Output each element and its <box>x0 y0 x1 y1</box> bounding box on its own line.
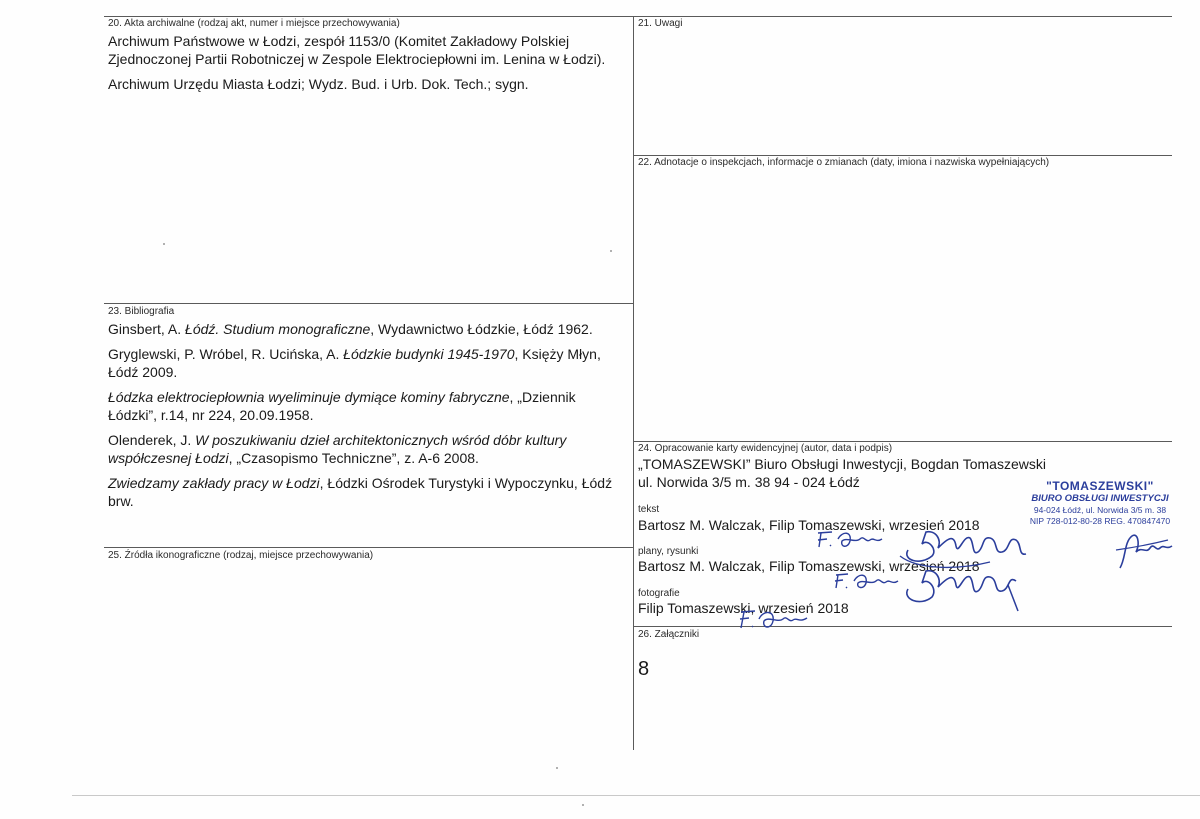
bibliography-publication: , Łódzki Ośrodek Turystyki i Wypoczynku, Łódź brw. <box>108 475 613 509</box>
photo-author: Filip Tomaszewski, wrzesień 2018 <box>638 600 849 616</box>
plans-authors: Bartosz M. Walczak, Filip Tomaszewski, wrzesień 2018 <box>638 558 980 574</box>
stamp-address: 94-024 Łódź, ul. Norwida 3/5 m. 38 <box>1033 505 1167 515</box>
bibliography-title: Łódzkie budynki 1945-1970 <box>343 346 515 362</box>
text-authors: Bartosz M. Walczak, Filip Tomaszewski, wrzesień 2018 <box>638 517 980 533</box>
section-20-content <box>108 32 608 100</box>
top-border <box>104 16 1172 17</box>
bibliography-author: Gryglewski, P. Wróbel, R. Ucińska, A. <box>108 346 344 362</box>
photo-label: fotografie <box>638 588 680 599</box>
company-stamp <box>1015 479 1185 527</box>
column-divider <box>633 16 634 750</box>
bibliography-publication: , „Czasopismo Techniczne”, z. A-6 2008. <box>228 450 479 466</box>
signature-bmw-2 <box>900 563 1025 615</box>
bibliography-title: Łódź. Studium monograficzne <box>185 321 371 337</box>
section-23-bibliography <box>108 320 620 517</box>
stamp-subtitle: BIURO OBSŁUGI INWESTYCJI <box>1031 493 1169 504</box>
section-20-label: 20. Akta archiwalne (rodzaj akt, numer i miejsce przechowywania) <box>108 18 400 29</box>
scan-speck <box>582 804 584 806</box>
page-edge <box>72 795 1200 796</box>
divider-20-23 <box>104 303 633 304</box>
section-22-label: 22. Adnotacje o inspekcjach, informacje o zmianach (daty, imiona i nazwiska wypełniających) <box>638 157 1050 168</box>
scan-speck <box>610 250 612 252</box>
archive-entry: Archiwum Państwowe w Łodzi, zespół 1153/0 (Komitet Zakładowy Polskiej Zjednoczonej Partii Robotniczej w Zespole Elektrociepłowni im. Lenina w Łodzi). <box>108 33 606 67</box>
scan-speck <box>163 243 165 245</box>
stamp-name: "TOMASZEWSKI" <box>1046 479 1154 493</box>
bibliography-entry <box>108 474 620 510</box>
bibliography-publication: , „Dziennik Łódzki”, r.14, nr 224, 20.09.1958. <box>108 389 576 423</box>
author-line-2: ul. Norwida 3/5 m. 38 94 - 024 Łódź <box>638 474 860 490</box>
bibliography-publication: , Księży Młyn, Łódź 2009. <box>108 346 601 380</box>
attachments-count: 8 <box>638 658 650 680</box>
section-25-label: 25. Źródła ikonograficzne (rodzaj, miejsce przechowywania) <box>108 550 374 561</box>
bibliography-author: Olenderek, J. <box>108 432 196 448</box>
bibliography-entry <box>108 345 620 381</box>
bibliography-title: Łódzka elektrociepłownia wyeliminuje dymiące kominy fabryczne <box>108 389 510 405</box>
divider-21-22 <box>633 155 1172 156</box>
signature-f-tomaszewski-1 <box>812 527 892 553</box>
divider-24-26 <box>633 626 1172 627</box>
signature-f-tomaszewski-3 <box>735 606 815 634</box>
section-26-label: 26. Załączniki <box>638 629 700 640</box>
bibliography-entry <box>108 388 620 424</box>
archive-entry: Archiwum Urzędu Miasta Łodzi; Wydz. Bud. i Urb. Dok. Tech.; sygn. <box>108 76 529 92</box>
bibliography-entry <box>108 320 620 338</box>
divider-22-24 <box>633 441 1172 442</box>
signature-f-tomaszewski-2 <box>830 570 910 594</box>
bibliography-author: Ginsbert, A. <box>108 321 186 337</box>
plans-label: plany, rysunki <box>638 546 699 557</box>
text-label: tekst <box>638 504 660 515</box>
section-21-label: 21. Uwagi <box>638 18 683 29</box>
section-23-label: 23. Bibliografia <box>108 306 175 317</box>
signature-stamp-initials <box>1112 528 1178 574</box>
divider-23-25 <box>104 547 633 548</box>
scan-speck <box>556 767 558 769</box>
author-line-1: „TOMASZEWSKI” Biuro Obsługi Inwestycji, Bogdan Tomaszewski <box>638 456 1046 472</box>
bibliography-publication: , Wydawnictwo Łódzkie, Łódź 1962. <box>370 321 593 337</box>
section-24-label: 24. Opracowanie karty ewidencyjnej (autor, data i podpis) <box>638 443 893 454</box>
bibliography-title: Zwiedzamy zakłady pracy w Łodzi <box>108 475 320 491</box>
bibliography-entry <box>108 431 620 467</box>
bibliography-title: W poszukiwaniu dzieł architektonicznych wśród dóbr kultury współczesnej Łodzi <box>108 432 567 466</box>
stamp-nip: NIP 728-012-80-28 REG. 470847470 <box>1029 516 1171 526</box>
